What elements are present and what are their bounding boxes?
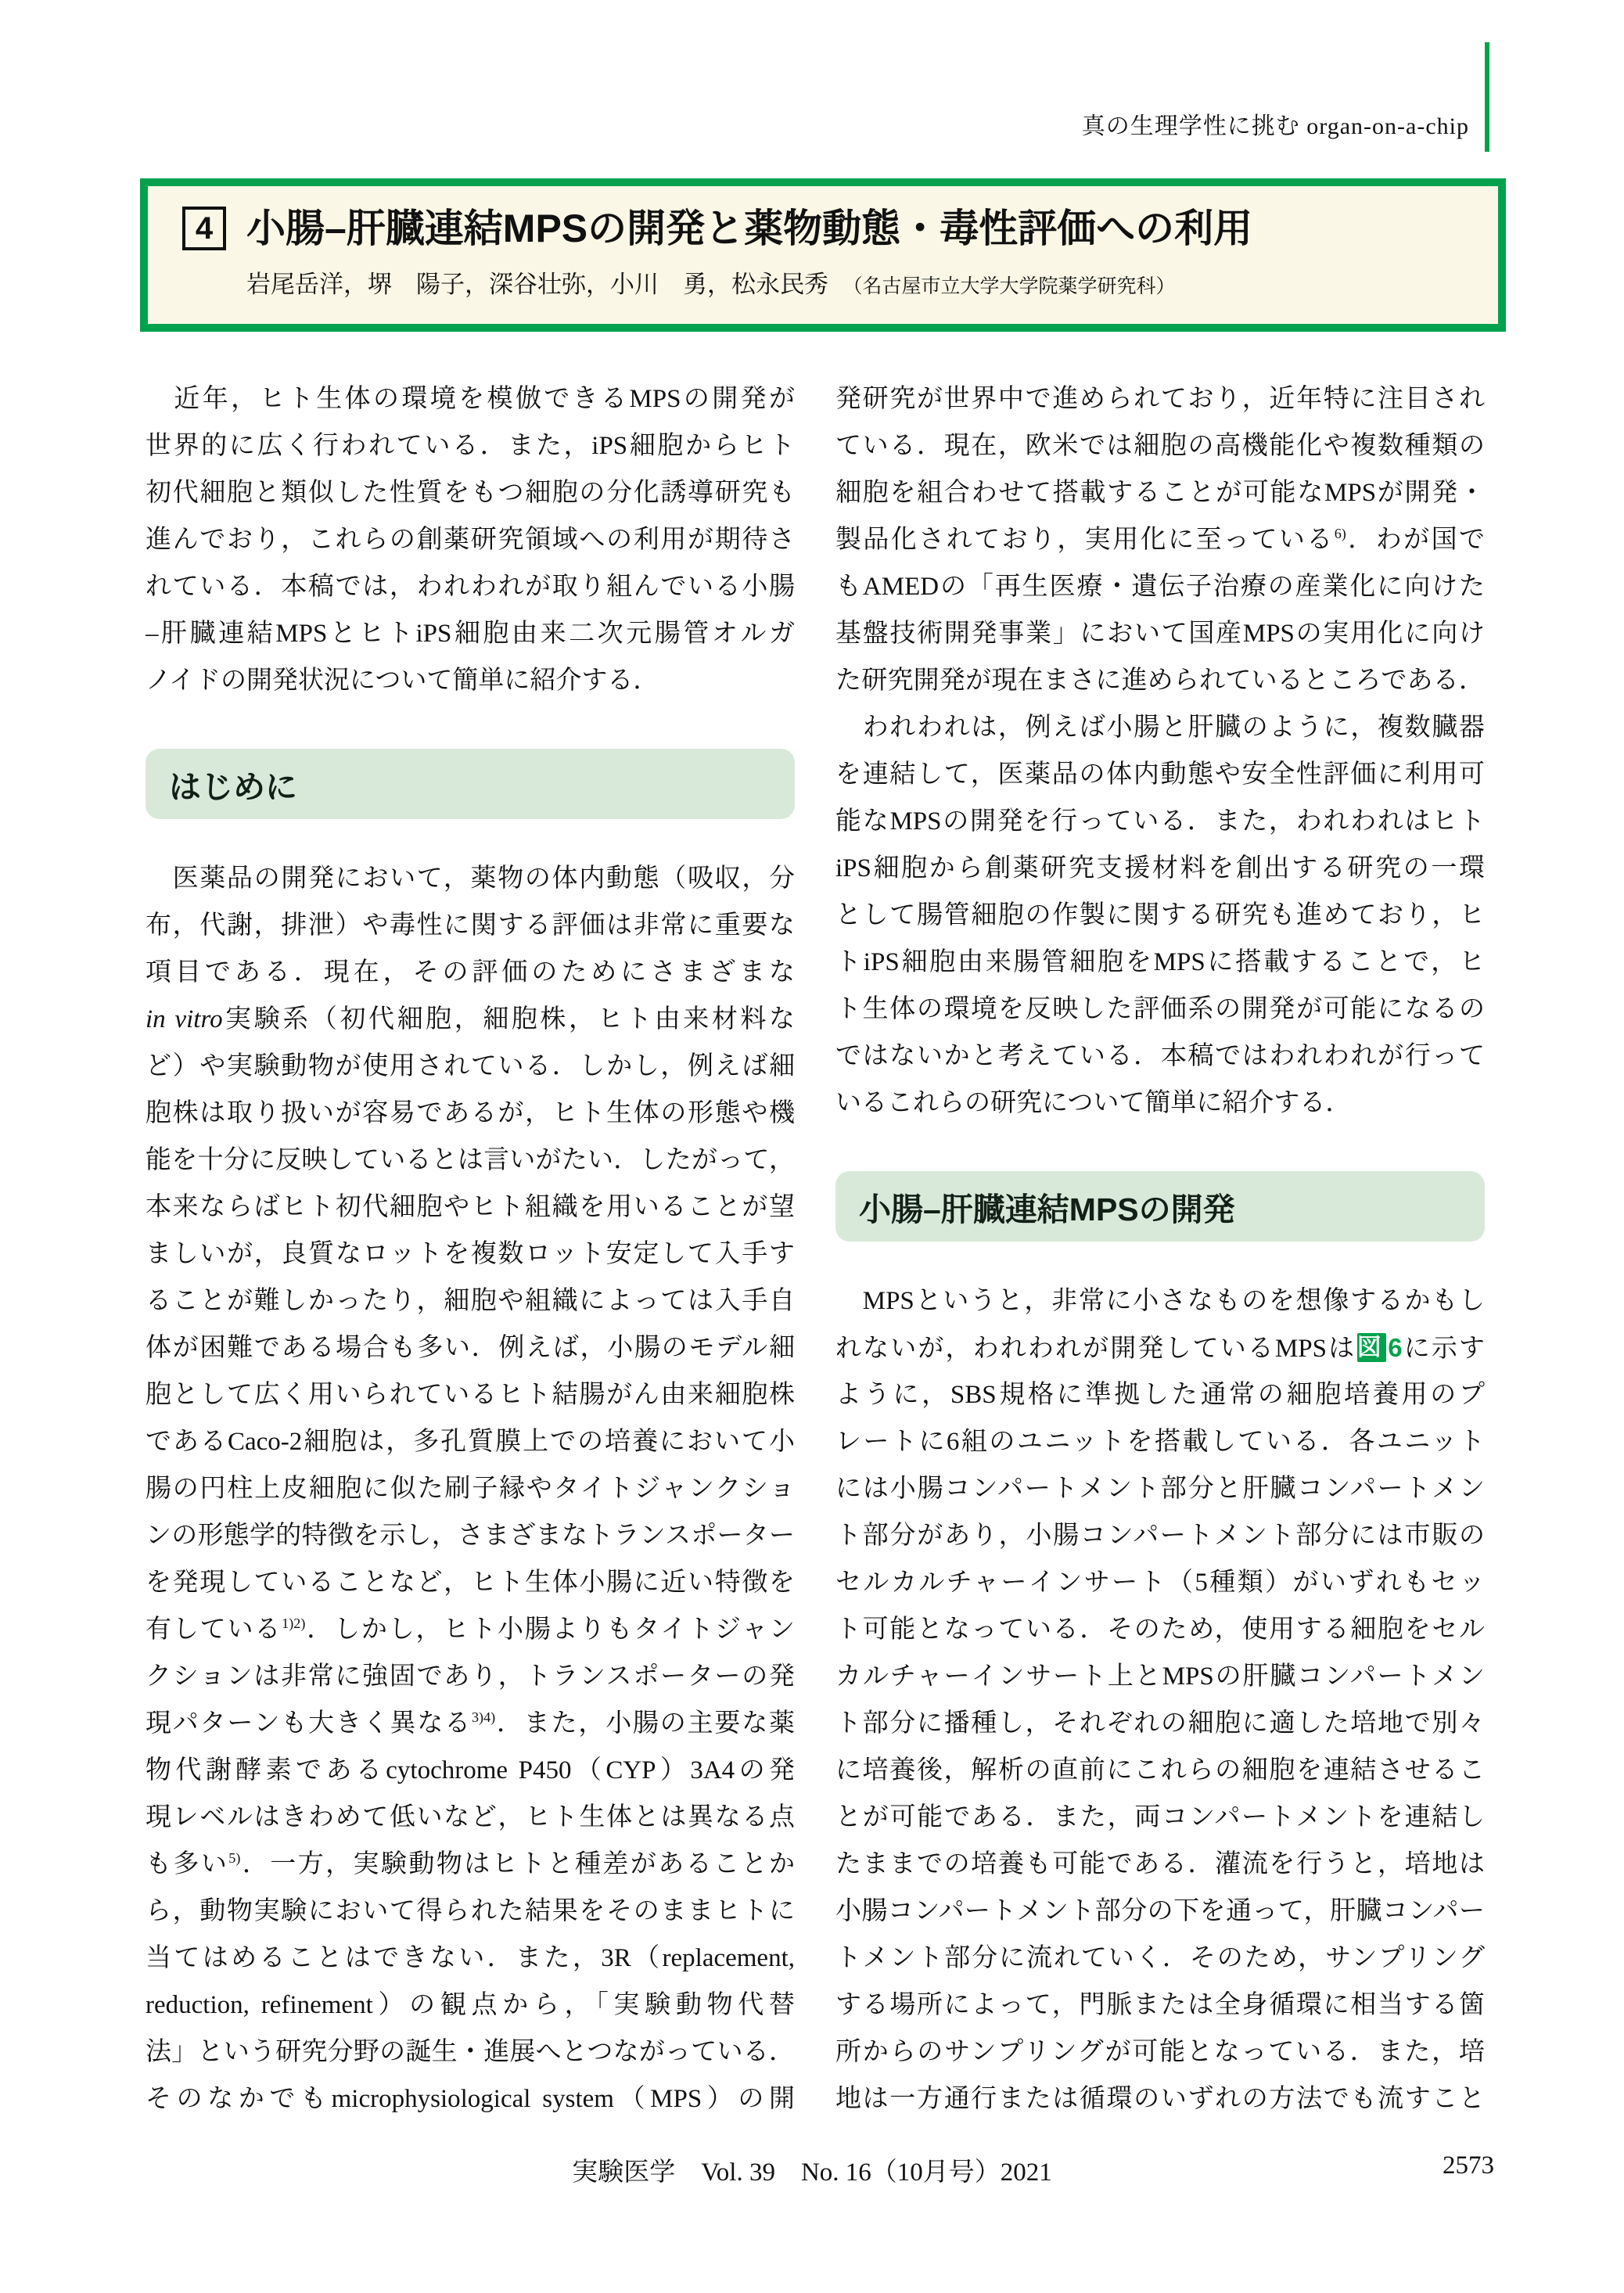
reference-superscript: 3)4) [471, 1709, 496, 1725]
text-line: た研究開発が現在まさに進められているところである． [835, 667, 1485, 695]
paragraph [146, 855, 795, 2122]
text-line: 有している$^{1)2)}$．しかし，ヒト小腸よりもタイトジャン [146, 1616, 795, 1644]
text-line: 胞株は取り扱いが容易であるが，ヒト生体の形態や機 [146, 1099, 795, 1127]
text-line: そのなかでもmicrophysiological system（MPS）の開 [146, 2085, 795, 2113]
text-line: もAMEDの「再生医療・遺伝子治療の産業化に向けた [835, 573, 1485, 601]
section-heading: 小腸–肝臓連結MPSの開発 [835, 1171, 1485, 1242]
text-line: を連結して，医薬品の体内動態や安全性評価に利用可 [835, 760, 1485, 789]
affiliation: （名古屋市立大学大学院薬学研究科） [853, 276, 1176, 297]
text-line: 法」という研究分野の誕生・進展へとつながっている． [146, 2038, 795, 2066]
text-line: MPSというと，非常に小さなものを想像するかもし [835, 1287, 1485, 1315]
text-line: iPS細胞から創薬研究支援材料を創出する研究の一環 [835, 854, 1485, 882]
authors: 岩尾岳洋，堺 陽子，深谷壮弥，小川 勇，松永民秀 [246, 271, 828, 298]
text-line: ど）や実験動物が使用されている．しかし，例えば細 [146, 1052, 795, 1080]
article-title-inner [148, 186, 1498, 300]
figure-ref-number: 6 [1388, 1333, 1403, 1362]
text-line: 胞として広く用いられているヒト結腸がん由来細胞株 [146, 1381, 795, 1409]
text-line: に培養後，解析の直前にこれらの細胞を連結させるこ [835, 1756, 1485, 1784]
text-line: れないが，われわれが開発しているMPSは図 6に示す [835, 1333, 1485, 1363]
text-line: クションは非常に強固であり，トランスポーターの発 [146, 1662, 795, 1691]
text-line: 世界的に広く行われている．また，iPS細胞からヒト [146, 432, 795, 460]
paragraph [835, 376, 1485, 704]
text-line: ト部分に播種し，それぞれの細胞に適した培地で別々 [835, 1709, 1485, 1738]
footer-journal-line: 実験医学 Vol. 39 No. 16（10月号）2021 [572, 2158, 1052, 2187]
text-line: も多い$^{5)}$．一方，実験動物はヒトと種差があることか [146, 1850, 795, 1878]
text-line: として腸管細胞の作製に関する研究も進めており，ヒ [835, 901, 1485, 929]
text-line: であるCaco-2細胞は，多孔質膜上での培養において小 [146, 1428, 795, 1456]
text-line: ている．現在，欧米では細胞の高機能化や複数種類の [835, 432, 1485, 460]
text-line: 所からのサンプリングが可能となっている．また，培 [835, 2038, 1485, 2066]
figure-ref-badge: 図 [1357, 1333, 1386, 1362]
text-line: 布，代謝，排泄）や毒性に関する評価は非常に重要な [146, 911, 795, 940]
text-line: 医薬品の開発において，薬物の体内動態（吸収，分 [146, 864, 795, 893]
text-line: われわれは，例えば小腸と肝臓のように，複数臓器 [835, 713, 1485, 742]
text-line: ト部分があり，小腸コンパートメント部分には市販の [835, 1522, 1485, 1550]
text-line: 製品化されており，実用化に至っている$^{6)}$．わが国で [835, 526, 1485, 554]
text-line: トiPS細胞由来腸管細胞をMPSに搭載することで，ヒ [835, 948, 1485, 976]
text-line: を発現していることなど，ヒト生体小腸に近い特徴を [146, 1569, 795, 1597]
text-line: in vitro実験系（初代細胞，細胞株，ヒト由来材料な [146, 1005, 795, 1033]
text-line: トメント部分に流れていく．そのため，サンプリング [835, 1944, 1485, 1972]
text-line: カルチャーインサート上とMPSの肝臓コンパートメン [835, 1662, 1485, 1691]
text-line: たままでの培養も可能である．灌流を行うと，培地は [835, 1850, 1485, 1878]
text-line: ンの形態学的特徴を示し，さまざまなトランスポーター [146, 1522, 795, 1550]
text-line: 能なMPSの開発を行っている．また，われわれはヒト [835, 807, 1485, 836]
text-line: 進んでおり，これらの創薬研究領域への利用が期待さ [146, 526, 795, 554]
reference-superscript: 6) [1334, 526, 1346, 541]
text-line: –肝臓連結MPSとヒトiPS細胞由来二次元腸管オルガ [146, 620, 795, 648]
text-line: 近年，ヒト生体の環境を模倣できるMPSの開発が [146, 385, 795, 413]
text-line: いるこれらの研究について簡単に紹介する． [835, 1089, 1352, 1117]
reference-superscript: 5) [228, 1850, 241, 1866]
text-line: ト可能となっている．そのため，使用する細胞をセル [835, 1616, 1485, 1644]
text-line: ト生体の環境を反映した評価系の開発が可能になるの [835, 995, 1485, 1023]
text-line: ることが難しかったり，細胞や組織によっては入手自 [146, 1287, 795, 1315]
article-number-badge: 4 [182, 207, 226, 250]
text-line: には小腸コンパートメント部分と肝臓コンパートメン [835, 1475, 1485, 1503]
text-line: 初代細胞と類似した性質をもつ細胞の分化誘導研究も [146, 479, 795, 507]
text-line: 基盤技術開発事業」において国産MPSの実用化に向け [835, 620, 1485, 648]
text-line: ではないかと考えている．本稿ではわれわれが行って [835, 1042, 1485, 1070]
text-line: 項目である．現在，その評価のためにさまざまな [146, 958, 795, 987]
text-line: 現パターンも大きく異なる$^{3)4)}$．また，小腸の主要な薬 [146, 1709, 795, 1738]
column-right [835, 376, 1485, 2122]
italic-text: in vitro [146, 1005, 223, 1033]
header-accent-rule [1485, 42, 1489, 152]
text-line: ましいが，良質なロットを複数ロット安定して入手す [146, 1240, 795, 1268]
text-line: する場所によって，門脈または全身循環に相当する箇 [835, 1991, 1485, 2019]
text-line: 物代謝酵素であるcytochrome P450（CYP）3A4の発 [146, 1756, 795, 1784]
text-line: 腸の円柱上皮細胞に似た刷子縁やタイトジャンクショ [146, 1475, 795, 1503]
text-line: 発研究が世界中で進められており，近年特に注目され [835, 385, 1485, 413]
text-line: 本来ならばヒト初代細胞やヒト組織を用いることが望 [146, 1193, 795, 1221]
series-header-label: 真の生理学性に挑む organ-on-a-chip [1081, 113, 1469, 139]
text-line: reduction, refinement）の観点から，「実験動物代替 [146, 1991, 795, 2019]
text-line: 体が困難である場合も多い．例えば，小腸のモデル細 [146, 1334, 795, 1362]
text-line: れている．本稿では，われわれが取り組んでいる小腸 [146, 573, 795, 601]
paragraph [835, 704, 1485, 1127]
article-title: 小腸–肝臓連結MPSの開発と薬物動態・毒性評価への利用 [246, 206, 1253, 250]
text-line: 地は一方通行または循環のいずれの方法でも流すこと [835, 2085, 1485, 2113]
text-line: 小腸コンパートメント部分の下を通って，肝臓コンパー [835, 1897, 1485, 1925]
article-title-row [182, 207, 1475, 250]
text-line: ら，動物実験において得られた結果をそのままヒトに [146, 1897, 795, 1925]
paragraph [835, 1278, 1485, 2122]
text-line: 能を十分に反映しているとは言いがたい．したがって， [146, 1146, 795, 1174]
text-line: 細胞を組合わせて搭載することが可能なMPSが開発・ [835, 479, 1485, 507]
paragraph [146, 376, 795, 704]
section-heading: はじめに [146, 749, 795, 819]
text-line: ノイドの開発状況について簡単に紹介する． [146, 667, 659, 695]
text-line: レートに6組のユニットを搭載している．各ユニット [835, 1428, 1485, 1456]
text-line: 当てはめることはできない．また，3R（replacement, [146, 1944, 795, 1972]
article-title-box [140, 178, 1506, 332]
reference-superscript: 1)2) [282, 1616, 306, 1631]
text-line: ように，SBS規格に準拠した通常の細胞培養用のプ [835, 1381, 1485, 1409]
column-left [146, 376, 795, 2122]
text-line: セルカルチャーインサート（5種類）がいずれもセッ [835, 1569, 1485, 1597]
page-number: 2573 [1443, 2151, 1494, 2180]
text-line: とが可能である．また，両コンパートメントを連結し [835, 1803, 1485, 1831]
text-line: 現レベルはきわめて低いなど，ヒト生体とは異なる点 [146, 1803, 795, 1831]
authors-line [246, 264, 1475, 300]
